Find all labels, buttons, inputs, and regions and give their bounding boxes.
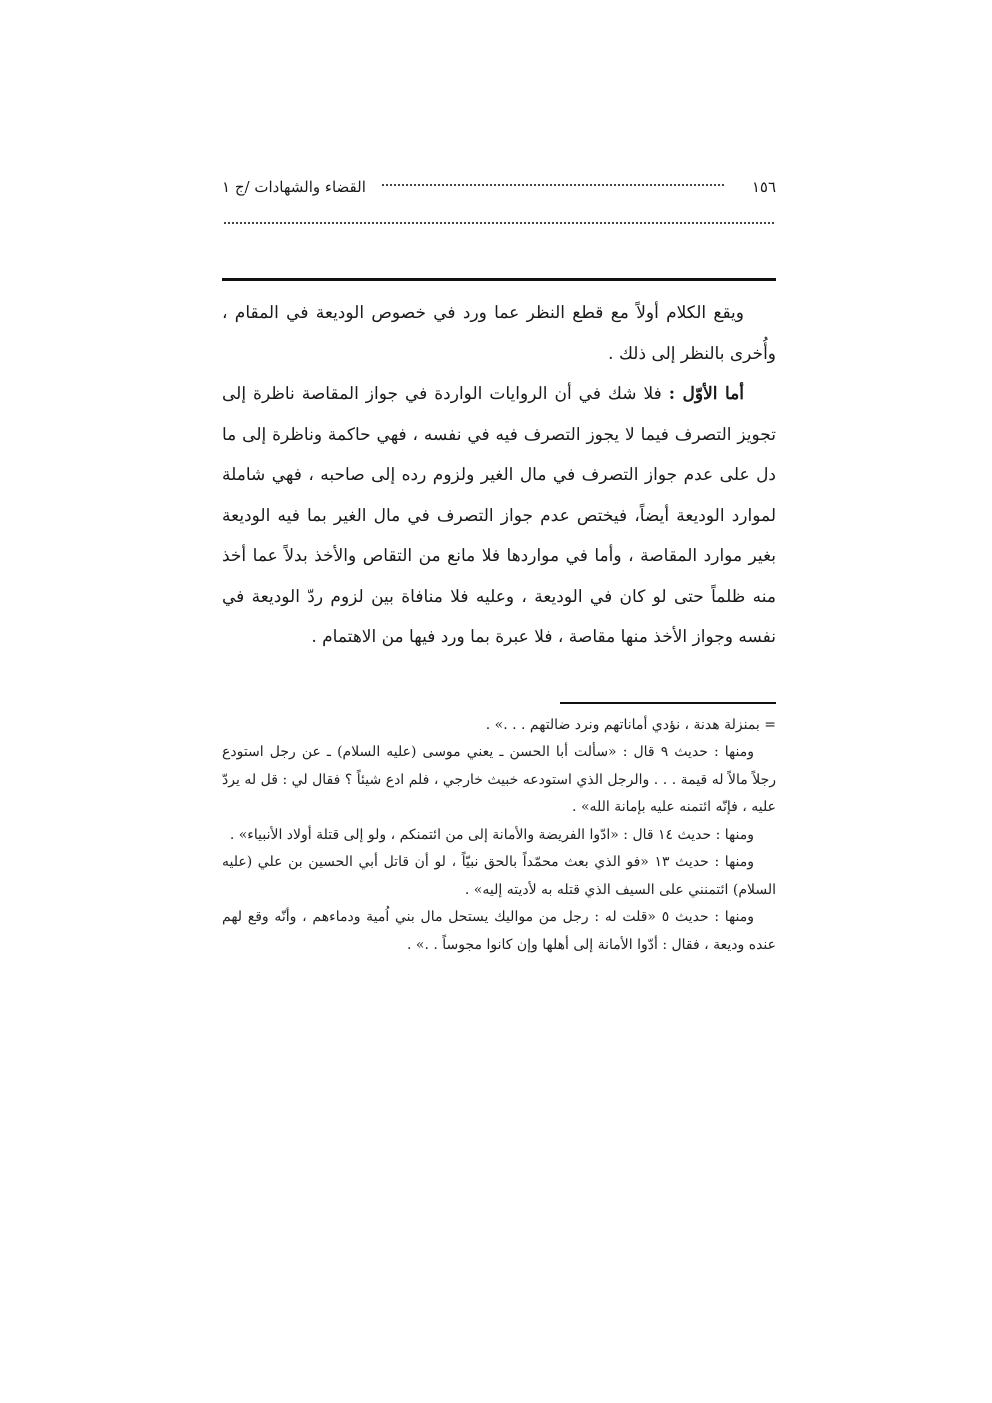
paragraph-body: فلا شك في أن الروايات الواردة في جواز المقاصة ناظرة إلى تجويز التصرف فيما لا يجوز التصرف فيه في نفسه ، فهي حاكمة وناظرة إلى ما دل على عدم جواز التصرف في مال الغير ولزوم رده إلى صاحبه ، فهي شاملة لموارد الوديعة أيضاً، فيختص عدم جواز التصرف في مال الغير بما فيه الوديعة بغير موارد المقاصة ، وأما في مواردها فلا مانع من التقاص والأخذ بدلاً عما أخذ منه ظلماً حتى لو كان في الوديعة ، وعليه فلا منافاة بين لزوم ردّ الوديعة في نفسه وجواز الأخذ منها مقاصة ، فلا عبرة بما ورد فيها من الاهتمام . xyxy=(222,384,776,647)
footnotes xyxy=(222,712,776,960)
page-number: ١٥٦ xyxy=(751,178,776,196)
footnote: ومنها : حديث ١٤ قال : «ادّوا الفريضة والأمانة إلى من ائتمنكم ، ولو إلى قتلة أولاد الأنبياء» . xyxy=(229,826,754,843)
book-page xyxy=(222,170,776,959)
footnote-continuation: = بمنزلة هدنة ، نؤدي أماناتهم ونرد ضالتهم . . .» . xyxy=(485,716,776,733)
dotted-line xyxy=(224,222,774,224)
footnote-separator xyxy=(560,702,776,704)
footnote: ومنها : حديث ١٣ «فو الذي بعث محمّداً بالحق نبيّاً ، لو أن قاتل أبي الحسين بن علي (عليه السلام) ائتمنني على السيف الذي قتله به لأديته إليه» . xyxy=(222,854,776,898)
dotted-divider xyxy=(222,204,776,238)
footnote: ومنها : حديث ٩ قال : «سألت أبا الحسن ـ يعني موسى (عليه السلام) ـ عن رجل استودع رجلاً مالاً له قيمة . . . والرجل الذي استودعه خبيث خارجي ، فلم ادع شيئاً ؟ فقال لي : قل له يردّ عليه ، فإنّه ائتمنه عليه بإمانة الله» . xyxy=(222,744,776,815)
section-heading: أما الأوّل : xyxy=(668,384,744,404)
paragraph xyxy=(222,374,776,658)
footnote: ومنها : حديث ٥ «قلت له : رجل من مواليك يستحل مال بني اُمية ودماءهم ، وأنّه وقع لهم عنده وديعة ، فقال : أدّوا الأمانة إلى أهلها وإن كانوا مجوساً . .» . xyxy=(222,909,776,953)
book-title: القضاء والشهادات /ج ١ xyxy=(222,178,366,196)
dotted-leader xyxy=(382,184,724,190)
main-text xyxy=(222,293,776,658)
header-rule xyxy=(222,278,776,281)
running-header xyxy=(222,170,776,204)
paragraph: ويقع الكلام أولاً مع قطع النظر عما ورد في خصوص الوديعة في المقام ، وأُخرى بالنظر إلى ذلك . xyxy=(222,303,776,364)
